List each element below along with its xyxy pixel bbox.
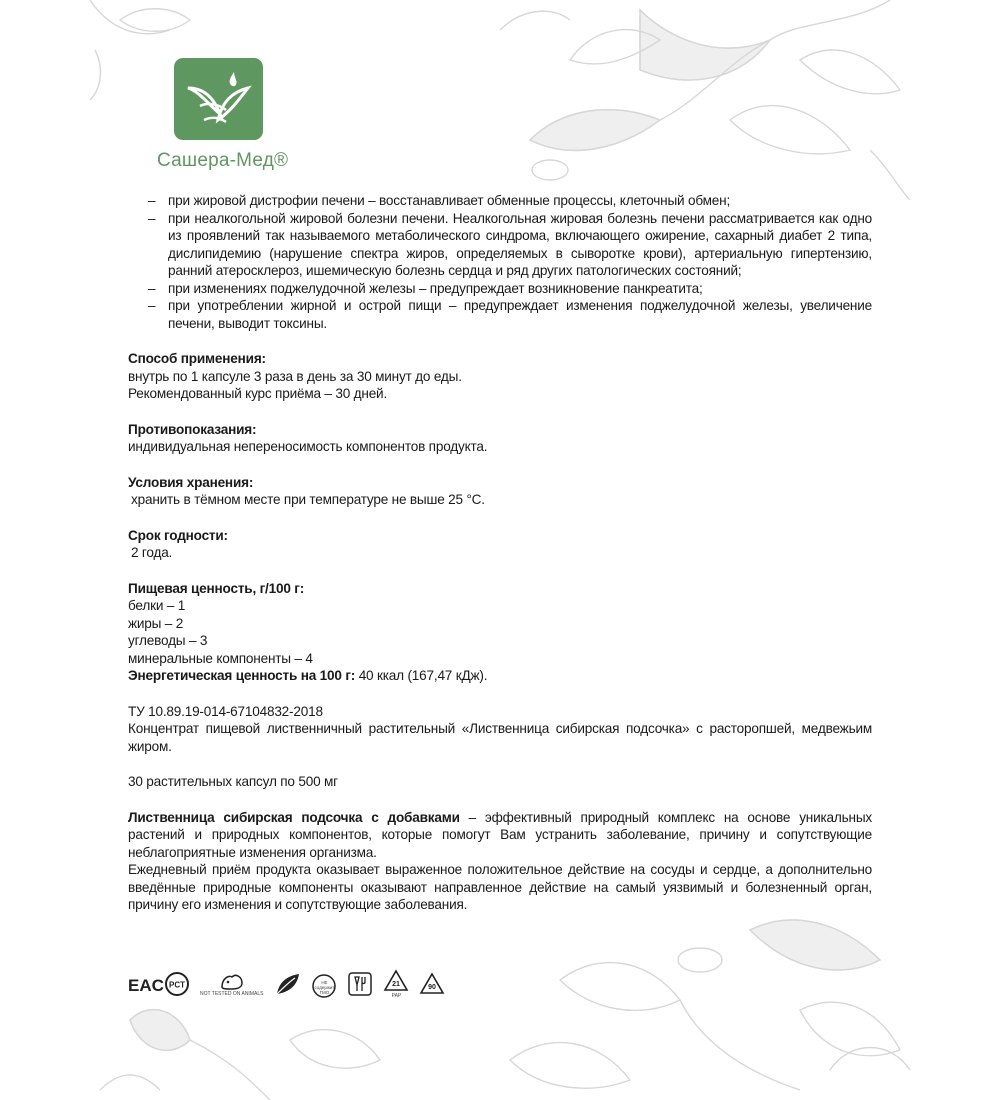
recycle-21-caption: PAP [391,993,402,999]
contraindications-heading: Противопоказания: [128,421,257,437]
leaf-drop-icon [174,58,263,140]
recycle-21-icon [383,969,409,999]
product-name: Лиственница сибирская подсочка с добавками [128,809,460,825]
usage-section [128,350,872,403]
pct-text: PCT [169,980,185,990]
tu-code: ТУ 10.89.19-014-67104832-2018 [128,703,323,719]
energy-label: Энергетическая ценность на 100 г: [128,668,356,683]
shelf-life-section [128,527,872,562]
list-item: – при жировой дистрофии печени – восстанавливает обменные процессы, клеточный обмен; [128,192,872,210]
list-item: – при неалкогольной жировой болезни печени. Неалкогольная жировая болезнь печени рассматривается как одно из проявлений так называемого метаболического синдрома, включающего ожирение, сахарный диабет 2 типа, дислипидемию (нарушение спектра жиров, определяемых в сыворотке крови), артериальную гипертензию, ранний атеросклероз, ишемическую болезнь сердца и ряд других патологических состояний; [128,210,872,280]
nutrition-item: белки – 1 [128,598,186,613]
about-paragraph-1 [128,809,872,862]
not-tested-caption: NOT TESTED ON ANIMALS [200,991,264,997]
recycle-90-icon [419,972,445,996]
recycle-21-number: 21 [392,981,401,988]
package-contents: 30 растительных капсул по 500 мг [128,774,338,789]
brand-logo [174,58,263,140]
nutrition-item: углеводы – 3 [128,633,208,648]
about-text-1: – эффективный природный комплекс на основе уникальных растений и природных компонентов, которые помогут Вам устранить заболевание, причину и сопутствующие неблагоприятные изменения организма. [128,809,872,860]
floral-decoration-bottom-left [90,1000,410,1100]
glass-fork-icon [347,971,373,997]
nutrition-item: минеральные компоненты – 4 [128,650,313,666]
about-paragraph-2: Ежедневный приём продукта оказывает выраженное положительное действие на сосуды и сердце, а дополнительно введённые природные компоненты оказывают направленное действие на самый уязвимый и болезненный орган, причину его изменения и сопутствующие заболевания. [128,862,872,912]
spec-section [128,703,872,756]
usage-dosage: внутрь по 1 капсуле 3 раза в день за 30 минут до еды. [128,368,462,384]
recycle-90-number: 90 [428,984,437,991]
nutrition-item: жиры – 2 [128,615,184,631]
not-tested-on-animals-icon [200,971,263,997]
vegan-leaf-icon [273,972,301,996]
contraindications-text: индивидуальная непереносимость компонентов продукта. [128,439,488,454]
usage-course: Рекомендованный курс приёма – 30 дней. [128,386,388,401]
nutrition-heading: Пищевая ценность, г/100 г: [128,580,305,596]
product-description [128,192,872,914]
about-section [128,809,872,914]
eac-mark-icon [128,972,164,996]
brand-name: Сашера-Мед® [157,150,289,171]
storage-heading: Условия хранения: [128,474,254,490]
nutrition-section [128,580,872,685]
energy-value-line [128,667,872,685]
indications-list [128,192,872,332]
storage-section [128,474,872,509]
product-type: Концентрат пищевой лиственничный растительный «Лиственница сибирская подсочка» с расторопшей, медвежьим жиром. [128,721,872,754]
contraindications-section [128,421,872,456]
eac-text: EAC [128,976,164,995]
list-item: – при употреблении жирной и острой пищи – предупреждает изменения поджелудочной железы, увеличение печени, выводит токсины. [128,297,872,332]
no-gmo-icon [311,973,337,995]
energy-value: 40 ккал (167,47 кДж). [355,668,488,683]
no-gmo-text: НЕ содержит ГМО [314,980,335,995]
floral-decoration-bottom [500,900,920,1100]
pct-mark-icon [164,971,190,997]
shelf-life-text: 2 года. [131,545,173,560]
list-item: – при изменениях поджелудочной железы – предупреждает возникновение панкреатита; [128,280,872,298]
usage-heading: Способ применения: [128,351,266,366]
storage-text: хранить в тёмном месте при температуре не выше 25 °С. [131,492,485,507]
shelf-life-heading: Срок годности: [128,527,228,543]
certification-marks [128,968,445,1000]
package-section [128,773,872,791]
floral-decoration-top [470,0,920,200]
